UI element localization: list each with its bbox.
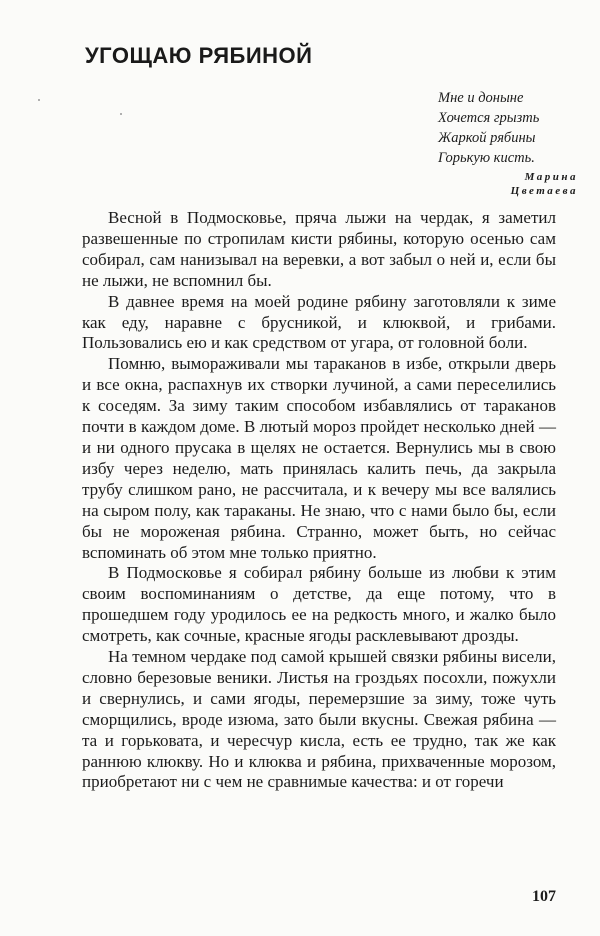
paragraph: В Подмосковье я собирал рябину больше из любви к этим своим воспоминаниям о детстве, да еще потому, что в прошедшем году уродилось ее на редкость много, и жалко было смотреть, как сочные, красные ягоды расклевывают дрозды. — [82, 563, 556, 646]
paragraph: Помню, вымораживали мы тараканов в избе, открыли дверь и все окна, распахнув их створки лучиной, а сами переселились к соседям. За зиму таким способом избавлялись от тараканов почти в каждом доме. В лютый мороз пройдет несколько дней — и ни одного прусака в щелях не остается. Вернулись мы в свою избу через неделю, мать принялась калить печь, да закрыла трубу слишком рано, не рассчитала, и к вечеру мы все валялись на сыром полу, как тараканы. Не знаю, что с нами было бы, если бы не мороженая рябина. Странно, может быть, но сейчас вспоминать об этом мне только приятно. — [82, 354, 556, 562]
epigraph-line: Мне и доныне — [438, 90, 524, 106]
epigraph-author-first-name: Марина — [524, 171, 578, 183]
epigraph-line: Горькую кисть. — [438, 150, 535, 166]
epigraph-author-last-name: Цветаева — [510, 185, 578, 197]
page-speck — [120, 113, 122, 115]
chapter-title: УГОЩАЮ РЯБИНОЙ — [85, 43, 313, 68]
paragraph: Весной в Подмосковье, пряча лыжи на чердак, я заметил развешенные по стропилам кисти рябины, которую осенью сам собирал, сам нанизывал на веревки, а вот забыл о ней и, если бы не лыжи, не вспомнил бы. — [82, 208, 556, 290]
paragraph: На темном чердаке под самой крышей связки рябины висели, словно березовые веники. Листья на гроздьях посохли, пожухли и свернулись, и сами ягоды, перемерзшие за зиму, тоже чуть сморщились, вроде изюма, зато были вкусны. Свежая рябина — та и горьковата, и чересчур кисла, есть ее трудно, так же как раннюю клюкву. Но и клюква и рябина, прихваченные морозом, приобретают ни с чем не сравнимые качества: и от горечи — [82, 647, 556, 792]
epigraph-line: Хочется грызть — [438, 110, 540, 126]
body-text — [82, 208, 556, 793]
page-number: 107 — [532, 888, 556, 905]
paragraph: В давнее время на моей родине рябину заготовляли к зиме как еду, наравне с брусникой, и клюквой, и грибами. Пользовались ею и как средством от угара, от головной боли. — [82, 291, 556, 353]
epigraph — [438, 88, 578, 198]
epigraph-line: Жаркой рябины — [438, 130, 536, 146]
page-speck — [38, 99, 40, 101]
